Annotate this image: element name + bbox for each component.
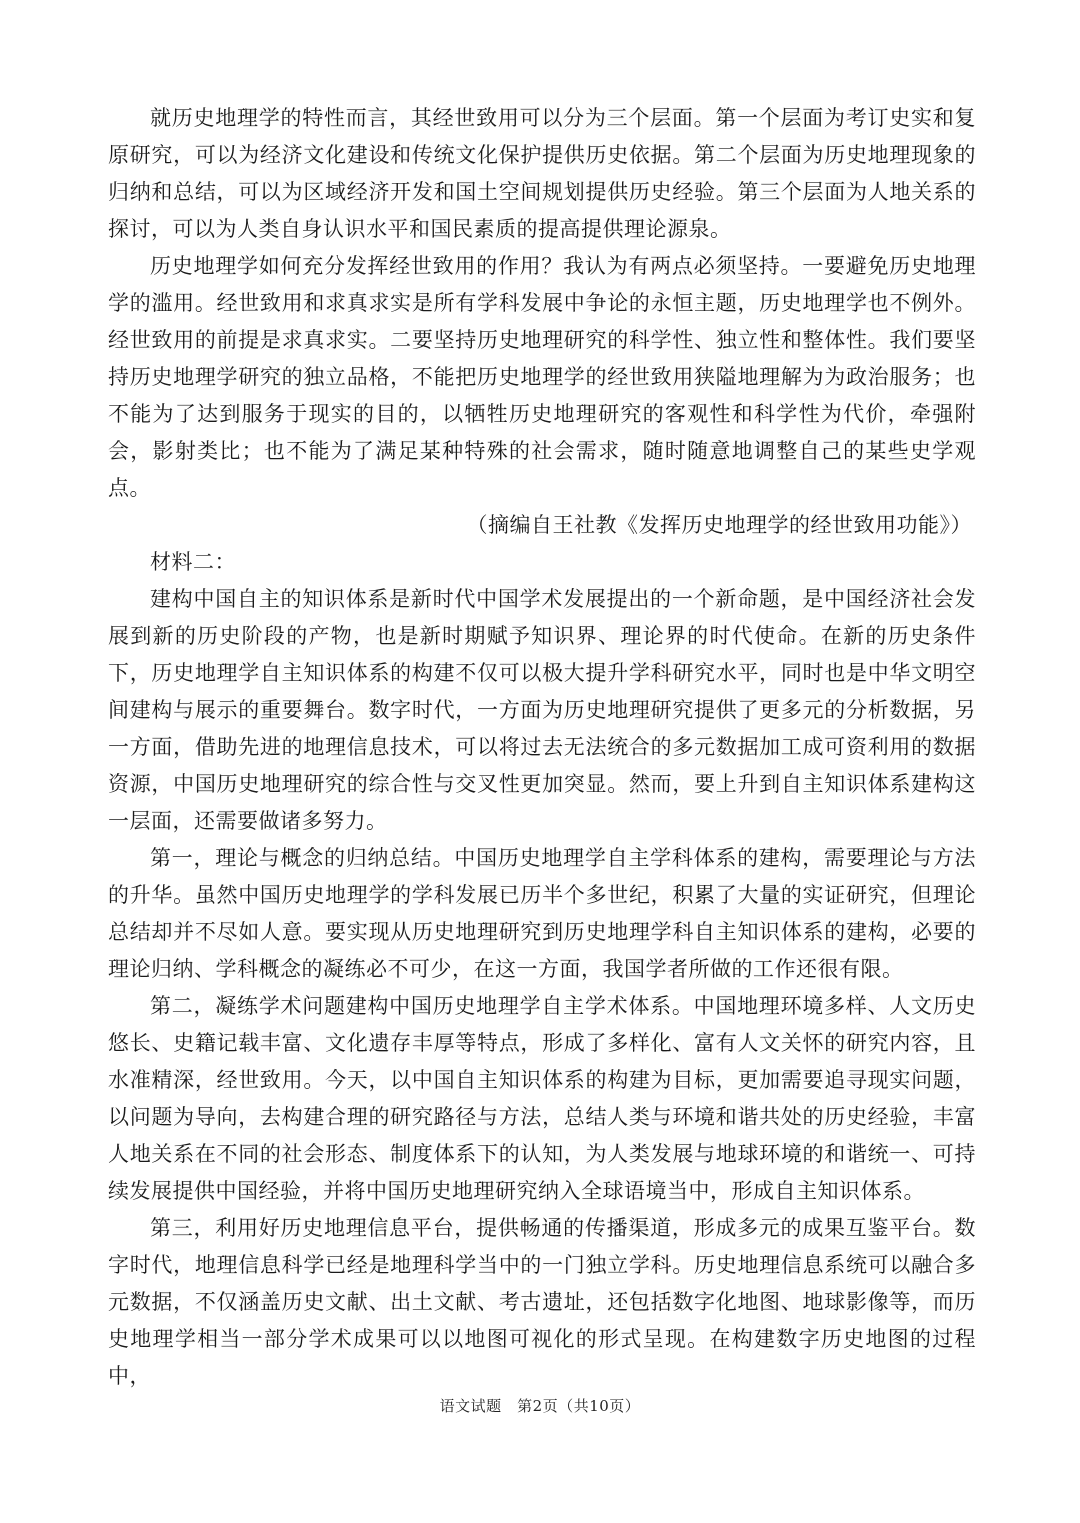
material2-paragraph-3: 第二，凝练学术问题建构中国历史地理学自主学术体系。中国地理环境多样、人文历史悠长、史籍记载丰富、文化遗存丰厚等特点，形成了多样化、富有人文关怀的研究内容，且水准精深，经世致用。今天，以中国自主知识体系的构建为目标，更加需要追寻现实问题，以问题为导向，去构建合理的研究路径与方法，总结人类与环境和谐共处的历史经验，丰富人地关系在不同的社会形态、制度体系下的认知，为人类发展与地球环境的和谐统一、可持续发展提供中国经验，并将中国历史地理研究纳入全球语境当中，形成自主知识体系。 (108, 994, 976, 1203)
material2-paragraph-1: 建构中国自主的知识体系是新时代中国学术发展提出的一个新命题，是中国经济社会发展到新的历史阶段的产物，也是新时期赋予知识界、理论界的时代使命。在新的历史条件下，历史地理学自主知识体系的构建不仅可以极大提升学科研究水平，同时也是中华文明空间建构与展示的重要舞台。数字时代，一方面为历史地理研究提供了更多元的分析数据，另一方面，借助先进的地理信息技术，可以将过去无法统合的多元数据加工成可资利用的数据资源，中国历史地理研究的综合性与交叉性更加突显。然而，要上升到自主知识体系建构这一层面，还需要做诸多努力。 (108, 587, 976, 833)
material2-heading: 材料二： (150, 550, 236, 574)
material1-paragraph-2: 历史地理学如何充分发挥经世致用的作用？我认为有两点必须坚持。一要避免历史地理学的滥用。经世致用和求真求实是所有学科发展中争论的永恒主题，历史地理学也不例外。经世致用的前提是求真求实。二要坚持历史地理研究的科学性、独立性和整体性。我们要坚持历史地理学研究的独立品格，不能把历史地理学的经世致用狭隘地理解为为政治服务；也不能为了达到服务于现实的目的，以牺牲历史地理研究的客观性和科学性为代价，牵强附会，影射类比；也不能为了满足某种特殊的社会需求，随时随意地调整自己的某些史学观点。 (108, 254, 976, 500)
material2-paragraph-2: 第一，理论与概念的归纳总结。中国历史地理学自主学科体系的建构，需要理论与方法的升华。虽然中国历史地理学的学科发展已历半个多世纪，积累了大量的实证研究，但理论总结却并不尽如人意。要实现从历史地理研究到历史地理学科自主知识体系的建构，必要的理论归纳、学科概念的凝练必不可少，在这一方面，我国学者所做的工作还很有限。 (108, 846, 976, 981)
document-page (108, 100, 976, 1395)
material1-source: （摘编自王社教《发挥历史地理学的经世致用功能》） (466, 513, 972, 537)
material1-paragraph-1: 就历史地理学的特性而言，其经世致用可以分为三个层面。第一个层面为考订史实和复原研究，可以为经济文化建设和传统文化保护提供历史依据。第二个层面为历史地理现象的归纳和总结，可以为区域经济开发和国土空间规划提供历史经验。第三个层面为人地关系的探讨，可以为人类自身认识水平和国民素质的提高提供理论源泉。 (108, 106, 976, 241)
page-footer: 语文试题 第2页（共10页） (439, 1397, 641, 1415)
material2-paragraph-4: 第三，利用好历史地理信息平台，提供畅通的传播渠道，形成多元的成果互鉴平台。数字时代，地理信息科学已经是地理科学当中的一门独立学科。历史地理信息系统可以融合多元数据，不仅涵盖历史文献、出土文献、考古遗址，还包括数字化地图、地球影像等，而历史地理学相当一部分学术成果可以以地图可视化的形式呈现。在构建数字历史地图的过程中， (108, 1216, 976, 1388)
